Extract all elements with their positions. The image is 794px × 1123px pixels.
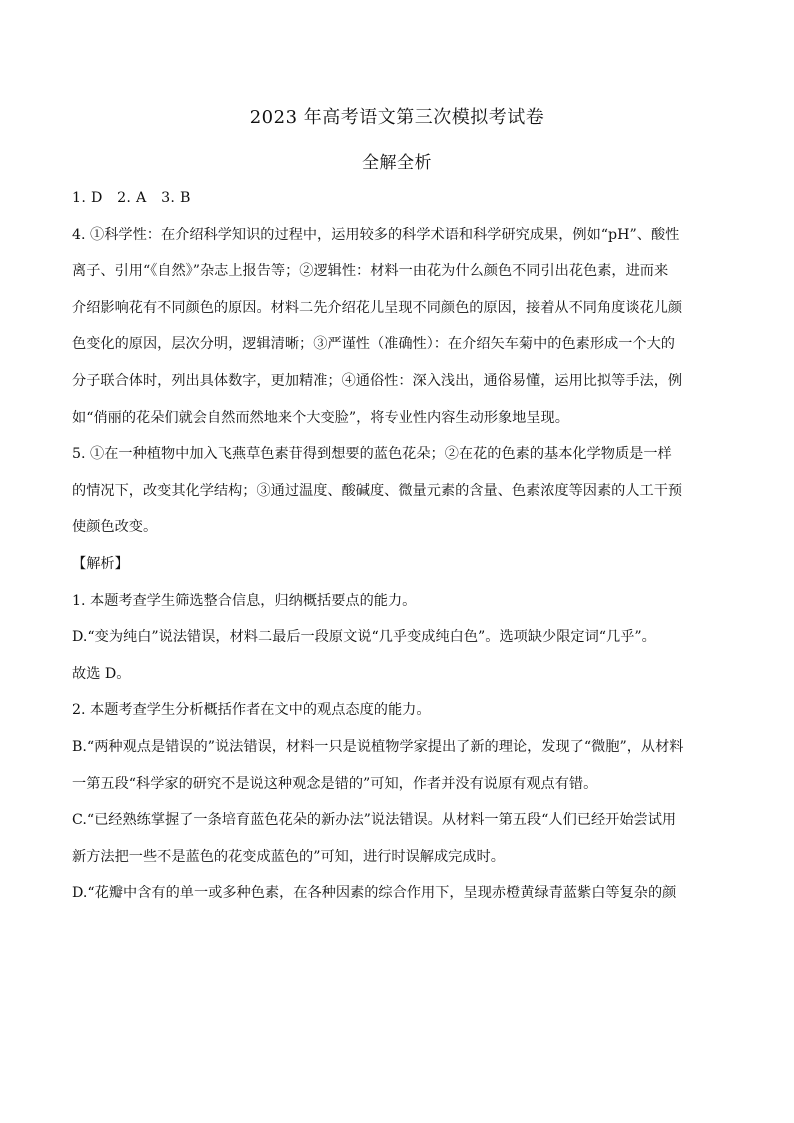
q4-answer-line: 4. ①科学性：在介绍科学知识的过程中，运用较多的科学术语和科学研究成果，例如“pH”、酸性: [72, 226, 680, 243]
choice-answers: 1. D 2. A 3. B: [72, 190, 191, 206]
q2-analysis-line: 一第五段“科学家的研究不是说这种观念是错的”可知，作者并没有说原有观点有错。: [72, 775, 598, 792]
q2-analysis-line: D.“花瓣中含有的单一或多种色素，在各种因素的综合作用下，呈现赤橙黄绿青蓝紫白等复杂的颜: [72, 885, 677, 902]
q4-answer-line: 离子、引用“《自然》”杂志上报告等；②逻辑性：材料一由花为什么颜色不同引出花色素，进而来: [72, 263, 669, 280]
document-body: [72, 186, 684, 918]
q4-answer-line: 色变化的原因，层次分明，逻辑清晰；③严谨性（准确性）：在介绍矢车菊中的色素形成一个大的: [72, 336, 675, 353]
q2-analysis-line: 新方法把一些不是蓝色的花变成蓝色的”可知，进行时误解成完成时。: [72, 848, 505, 865]
q2-analysis-line: C.“已经熟练掌握了一条培育蓝色花朵的新办法”说法错误。从材料一第五段“人们已经开始尝试用: [72, 812, 677, 829]
exam-subtitle: 全解全析: [362, 153, 432, 173]
q4-answer-line: 分子联合体时，列出具体数字，更加精准；④通俗性：深入浅出，通俗易懂，运用比拟等手法，例: [72, 372, 683, 389]
q4-answer-line: 介绍影响花有不同颜色的原因。材料二先介绍花儿呈现不同颜色的原因，接着从不同角度谈花儿颜: [72, 299, 683, 316]
q1-analysis-line: 故选 D。: [72, 665, 131, 682]
q4-answer-line: 如“俏丽的花朵们就会自然而然地来个大变脸”，将专业性内容生动形象地呈现。: [72, 409, 569, 426]
exam-title: 2023 年高考语文第三次模拟考试卷: [249, 107, 545, 128]
analysis-heading: 【解析】: [72, 555, 129, 572]
q2-analysis-line: B.“两种观点是错误的”说法错误，材料一只是说植物学家提出了新的理论，发现了“微胞”，从材料: [72, 738, 684, 755]
q1-analysis-line: D.“变为纯白”说法错误，材料二最后一段原文说“几乎变成纯白色”。选项缺少限定词“几乎”。: [72, 629, 656, 646]
q1-analysis-line: 1. 本题考查学生筛选整合信息，归纳概括要点的能力。: [72, 592, 417, 609]
q5-answer-line: 使颜色改变。: [72, 519, 158, 536]
q5-answer-line: 5. ①在一种植物中加入飞燕草色素苷得到想要的蓝色花朵；②在花的色素的基本化学物质是一样: [72, 446, 672, 463]
q5-answer-line: 的情况下，改变其化学结构；③通过温度、酸碱度、微量元素的含量、色素浓度等因素的人工干预: [72, 482, 683, 499]
q2-analysis-line: 2. 本题考查学生分析概括作者在文中的观点态度的能力。: [72, 702, 431, 719]
